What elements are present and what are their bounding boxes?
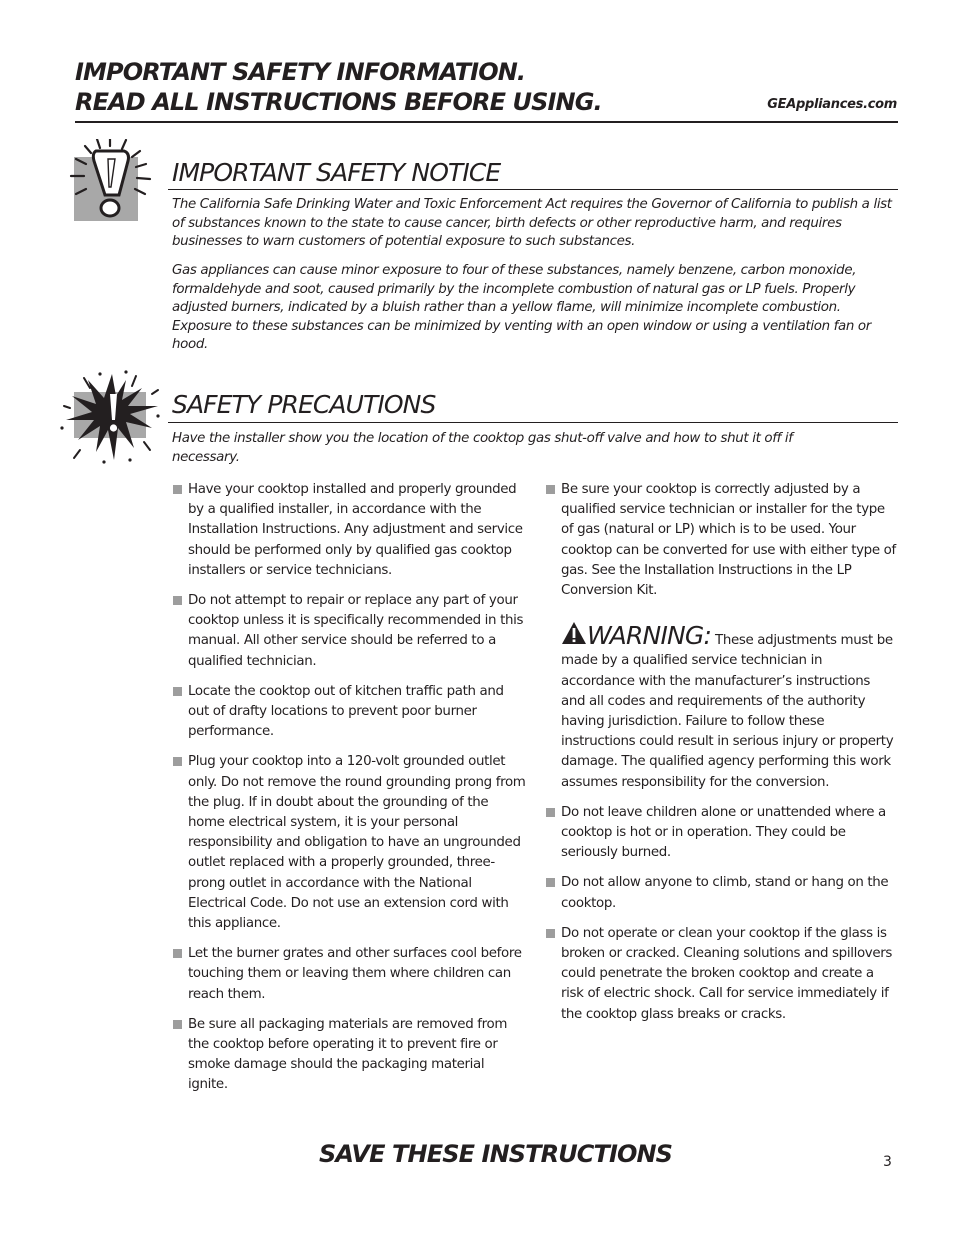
list-item-text: Do not attempt to repair or replace any part of your cooktop unless it is specifically recommended in this manual. All other service should be referred to a qualified technician.: [188, 593, 524, 669]
list-item: [545, 924, 897, 1025]
precautions-right-column: [545, 480, 897, 1035]
notice-divider: [168, 189, 898, 190]
list-item-text: Do not operate or clean your cooktop if the glass is broken or cracked. Cleaning solutions and spillovers could penetrate the broken cooktop and create a risk of electric shock. Call for service immediately if the cooktop glass breaks or cracks.: [561, 925, 893, 1022]
precautions-divider: [168, 422, 898, 423]
list-item-text: Let the burner grates and other surfaces cool before touching them or leaving them where children can reach them.: [188, 946, 522, 1002]
warning-colon: :: [703, 621, 712, 651]
list-item-text: Do not allow anyone to climb, stand or hang on the cooktop.: [561, 875, 889, 911]
square-bullet-icon: [546, 485, 555, 494]
list-item-text: Do not leave children alone or unattended where a cooktop is hot or in operation. They could be seriously burned.: [561, 804, 886, 861]
page-title-line-2: READ ALL INSTRUCTIONS BEFORE USING.: [75, 88, 602, 116]
notice-paragraph-1: The California Safe Drinking Water and Toxic Enforcement Act requires the Governor of California to publish a list of substances known to the state to cause cancer, birth defects or other reproductive harm, and requires businesses to warn customers of potential exposure to such substances.: [172, 197, 892, 250]
list-item: [172, 1015, 527, 1096]
square-bullet-icon: [546, 808, 555, 817]
warning-notice: [545, 621, 897, 793]
notice-heading: IMPORTANT SAFETY NOTICE: [172, 158, 501, 187]
list-item: [545, 873, 897, 913]
precautions-right-list-bottom: [545, 803, 897, 1025]
square-bullet-icon: [546, 929, 555, 938]
header-divider: [75, 121, 898, 123]
precautions-left-list: [172, 480, 527, 1096]
precautions-right-list-top: [545, 480, 897, 601]
warning-text: These adjustments must be made by a qualified service technician in accordance with the manufacturer’s instructions and all codes and requirements of the authority having jurisdiction. Failure to follow these instructions could result in serious injury or property damage. The qualified agency performing this work assumes responsibility for the conversion.: [561, 633, 894, 790]
list-item-text: Plug your cooktop into a 120-volt grounded outlet only. Do not remove the round grounding prong from the plug. If in doubt about the grounding of the home electrical system, it is your personal responsibility and obligation to have an ungrounded outlet replaced with a properly grounded, three-prong outlet in accordance with the National Electrical Code. Do not use an extension cord with this appliance.: [188, 754, 526, 932]
list-item: [172, 682, 527, 743]
warning-label: WARNING: [587, 621, 704, 651]
square-bullet-icon: [173, 485, 182, 494]
list-item: [545, 480, 897, 601]
precautions-heading: SAFETY PRECAUTIONS: [172, 390, 436, 419]
square-bullet-icon: [173, 596, 182, 605]
website-link: GEAppliances.com: [767, 97, 897, 112]
square-bullet-icon: [173, 949, 182, 958]
page-title: [75, 57, 602, 117]
list-item: [172, 480, 527, 581]
precautions-intro: Have the installer show you the location of the cooktop gas shut-off valve and how to shut it off if necessary.: [172, 431, 793, 465]
save-instructions-heading: SAVE THESE INSTRUCTIONS: [319, 1140, 673, 1168]
exclamation-warning-icon: [64, 139, 154, 229]
page-number: 3: [883, 1154, 892, 1170]
warning-triangle-icon: [561, 621, 587, 645]
list-item: [172, 752, 527, 934]
square-bullet-icon: [546, 878, 555, 887]
warning-heading: [561, 621, 711, 650]
square-bullet-icon: [173, 687, 182, 696]
page-title-line-1: IMPORTANT SAFETY INFORMATION.: [75, 58, 526, 86]
list-item: [172, 591, 527, 672]
list-item-text: Locate the cooktop out of kitchen traffic path and out of drafty locations to prevent poor burner performance.: [188, 683, 504, 740]
notice-paragraph-2: Gas appliances can cause minor exposure to four of these substances, namely benzene, carbon monoxide, formaldehyde and soot, caused primarily by the incomplete combustion of natural gas or LP fuels. Properly adjusted burners, indicated by a bluish rather than a yellow flame, will minimize incomplete combustion. Exposure to these substances can be minimized by venting with an open window or using a ventilation fan or hood.: [172, 263, 871, 353]
list-item: [545, 803, 897, 864]
precautions-left-column: [172, 480, 527, 1106]
list-item-text: Be sure your cooktop is correctly adjusted by a qualified service technician or installer for the type of gas (natural or LP) which is to be used. Your cooktop can be converted for use with either type of gas. See the Installation Instructions in the LP Conversion Kit.: [561, 482, 896, 599]
list-item: [172, 944, 527, 1005]
square-bullet-icon: [173, 1020, 182, 1029]
list-item-text: Be sure all packaging materials are removed from the cooktop before operating it to prevent fire or smoke damage should the packaging material ignite.: [188, 1016, 508, 1093]
list-item-text: Have your cooktop installed and properly grounded by a qualified installer, in accordance with the Installation Instructions. Any adjustment and service should be performed only by qualified gas cooktop installers or service technicians.: [188, 482, 523, 578]
exclamation-burst-icon: [60, 370, 164, 468]
square-bullet-icon: [173, 757, 182, 766]
